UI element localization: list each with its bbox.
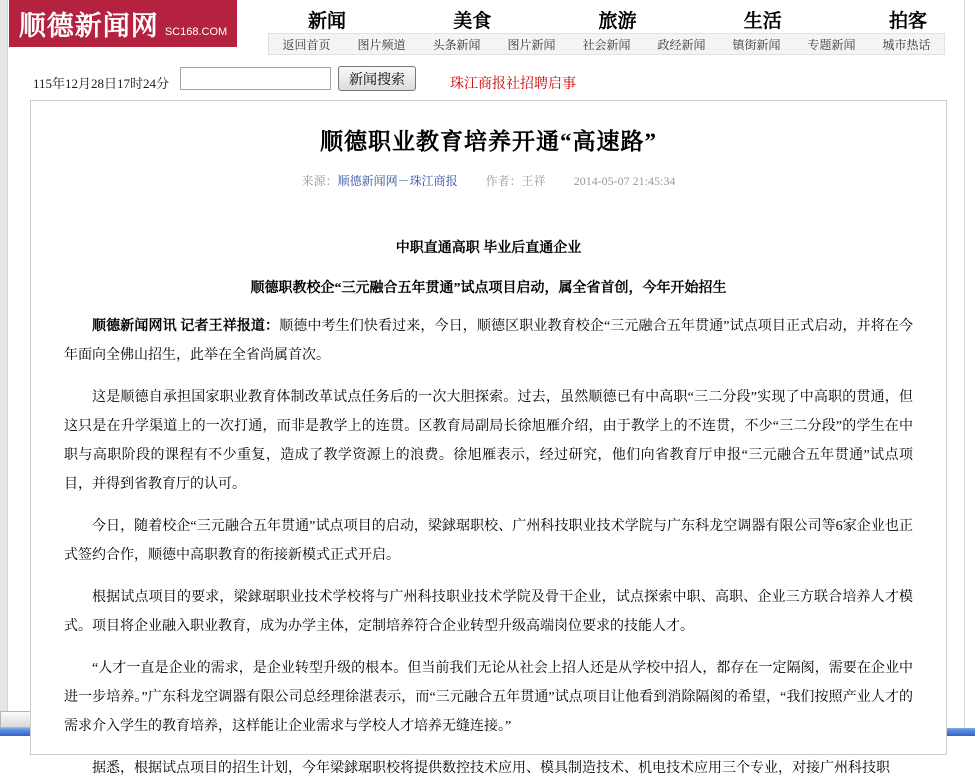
- article-paragraph: [64, 512, 913, 570]
- paragraph-text: 顺德中考生们快看过来，今日，顺德区职业教育校企“三元融合五年贯通”试点项目正式启动，并将在今年面向全佛山招生，此举在全省尚属首次。: [64, 319, 913, 363]
- article-meta: [31, 172, 946, 189]
- source-link[interactable]: 顺德新闻网－珠江商报: [337, 174, 458, 188]
- page-right-divider: [964, 0, 965, 736]
- article-container: [30, 100, 947, 776]
- sub-nav: [268, 33, 945, 55]
- paragraph-lead: 顺德新闻网讯 记者王祥报道：: [92, 319, 280, 334]
- paragraph-text: 根据试点项目的要求，梁銶琚职业技术学校将与广州科技职业技术学院及骨干企业，试点探索中职、高职、企业三方联合培养人才模式。项目将企业融入职业教育，成为办学主体，定制培养符合企业转型升级高端岗位要求的技能人才。: [64, 590, 913, 634]
- sub-nav-politics-news[interactable]: 政经新闻: [657, 37, 706, 52]
- paragraph-text: 据悉，根据试点项目的招生计划，今年梁銶琚职校将提供数控技术应用、模具制造技术、机电技术应用三个专业，对接广州科技职: [92, 761, 890, 776]
- search-input[interactable]: [180, 67, 331, 90]
- news-search-button[interactable]: 新闻搜索: [338, 66, 416, 91]
- source-label: 来源：: [301, 174, 338, 188]
- top-nav-photo[interactable]: 拍客: [888, 10, 927, 32]
- site-logo-domain: SC168.COM: [164, 26, 228, 38]
- paragraph-text: 今日，随着校企“三元融合五年贯通”试点项目的启动，梁銶琚职校、广州科技职业技术学院与广东科龙空调器有限公司等6家企业也正式签约合作，顺德中高职教育的衔接新模式正式开启。: [64, 519, 913, 563]
- page-left-margin: [0, 0, 8, 736]
- article-paragraph: [64, 312, 913, 370]
- paragraph-text: 这是顺德自承担国家职业教育体制改革试点任务后的一次大胆探索。过去，虽然顺德已有中高职“三二分段”实现了中高职的贯通，但这只是在升学渠道上的一次打通，而非是教学上的连贯。区教育局副局长徐旭雁介绍，由于教学上的不连贯，不少“三二分段”的学生在中职与高职阶段的课程有不少重复，造成了教学资源上的浪费。徐旭雁表示，经过研究，他们向省教育厅申报“三元融合五年贯通”试点项目，并得到省教育厅的认可。: [64, 390, 913, 492]
- article-body: [31, 239, 946, 783]
- site-logo[interactable]: [9, 0, 237, 47]
- top-nav-life[interactable]: 生活: [743, 10, 782, 32]
- current-datetime: 115年12月28日17时24分: [33, 76, 170, 91]
- publish-timestamp: 2014-05-07 21:45:34: [573, 174, 676, 188]
- sub-nav-photo-news[interactable]: 图片新闻: [507, 37, 556, 52]
- sub-nav-town-news[interactable]: 镇街新闻: [732, 37, 781, 52]
- article-paragraph: [64, 654, 913, 741]
- article-paragraph: [64, 583, 913, 641]
- article-subtitle-2: 顺德职教校企“三元融合五年贯通”试点项目启动，属全省首创，今年开始招生: [250, 281, 727, 296]
- top-nav: [278, 6, 945, 32]
- sub-nav-home[interactable]: 返回首页: [282, 37, 331, 52]
- sub-nav-society-news[interactable]: 社会新闻: [582, 37, 631, 52]
- site-logo-title: 顺德新闻网: [18, 11, 159, 41]
- recruitment-notice-link[interactable]: 珠江商报社招聘启事: [450, 77, 576, 92]
- article-subtitle-1: 中职直通高职 毕业后直通企业: [395, 241, 582, 256]
- article-paragraph: [64, 383, 913, 499]
- article-paragraph: [64, 754, 913, 783]
- author-label: 作者：王祥: [485, 174, 546, 188]
- sub-nav-headlines[interactable]: 头条新闻: [432, 37, 481, 52]
- top-nav-news[interactable]: 新闻: [308, 10, 347, 32]
- sub-nav-city-topics[interactable]: 城市热话: [882, 37, 931, 52]
- sub-nav-special-news[interactable]: 专题新闻: [807, 37, 856, 52]
- sub-nav-photo-channel[interactable]: 图片频道: [357, 37, 406, 52]
- top-nav-travel[interactable]: 旅游: [598, 10, 637, 32]
- article-title: 顺德职业教育培养开通“高速路”: [320, 129, 657, 154]
- top-nav-food[interactable]: 美食: [453, 10, 492, 32]
- paragraph-text: “人才一直是企业的需求，是企业转型升级的根本。但当前我们无论从社会上招人还是从学校中招人，都存在一定隔阂，需要在企业中进一步培养。”广东科龙空调器有限公司总经理徐湛表示，而“三元融合五年贯通”试点项目让他看到消除隔阂的希望，“我们按照产业人才的需求介入学生的教育培养，这样能让企业需求与学校人才培养无缝连接。”: [64, 661, 913, 734]
